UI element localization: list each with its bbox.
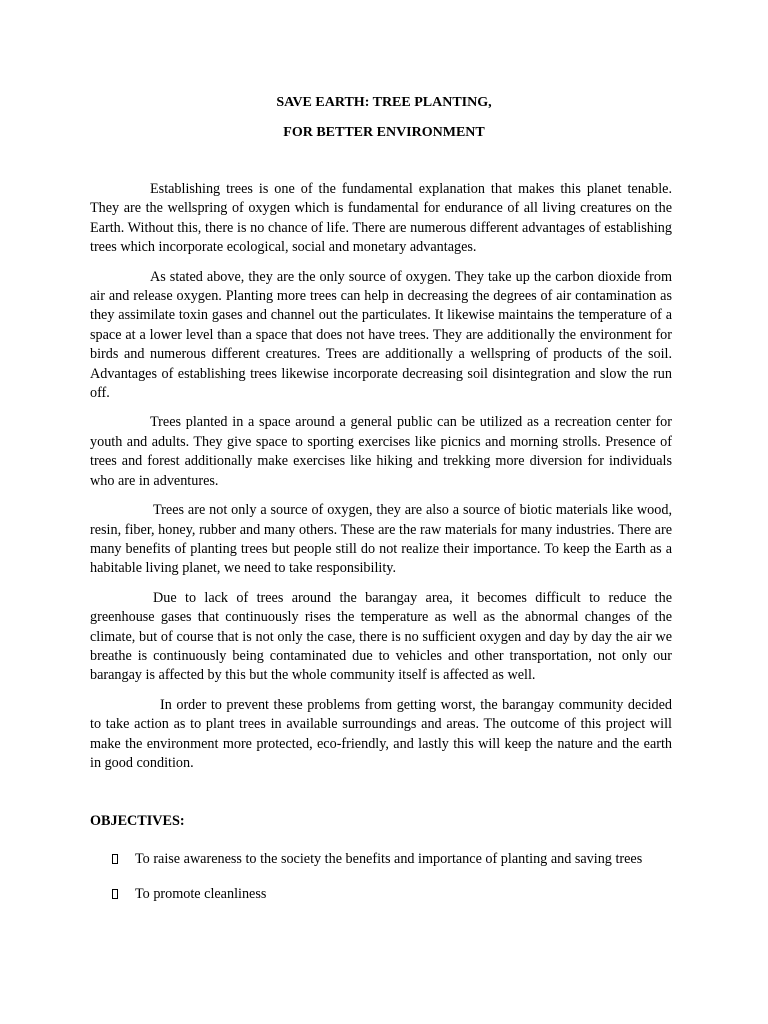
missing-glyph-box-icon <box>112 889 118 899</box>
objectives-list <box>112 849 642 919</box>
objective-text: To promote cleanliness <box>135 886 267 902</box>
paragraph-1: Establishing trees is one of the fundamental explanation that makes this planet tenable. They are the wellspring of oxygen which is fundamental for endurance of all living creatures on the Earth. Without this, there is no chance of life. There are numerous different advantages of establishing trees which incorporate ecological, social and monetary advantages. <box>90 181 672 256</box>
paragraph-5: Due to lack of trees around the barangay area, it becomes difficult to reduce the greenhouse gases that continuously rises the temperature as well as the abnormal changes of the climate, but of course that is not only the case, there is no sufficient oxygen and day by day the air we breathe is continuously being contaminated due to vehicles and other transportation, not only our barangay is affected by this but the whole community itself is affected as well. <box>90 589 672 684</box>
objective-item <box>112 849 642 869</box>
objective-item <box>112 884 642 904</box>
title-line-1: SAVE EARTH: TREE PLANTING, <box>276 95 492 110</box>
paragraph-4: Trees are not only a source of oxygen, they are also a source of biotic materials like wood, resin, fiber, honey, rubber and many others. These are the raw materials for many industries. There are many benefits of planting trees but people still do not realize their importance. To keep the Earth as a habitable living planet, we need to take responsibility. <box>90 502 672 577</box>
paragraph-3: Trees planted in a space around a general public can be utilized as a recreation center for youth and adults. They give space to sporting exercises like picnics and morning strolls. Presence of trees and forest additionally make exercises like hiking and trekking more diversion for individuals who are in adventures. <box>90 414 672 489</box>
document-body <box>90 180 672 783</box>
paragraph-2: As stated above, they are the only source of oxygen. They take up the carbon dioxide from air and release oxygen. Planting more trees can help in decreasing the degrees of air contamination as they assimilate toxin gases and channel out the particulates. It likewise maintains the temperature of a space at a lower level than a space that does not have trees. They are additionally the environment for birds and numerous different creatures. Trees are additionally a wellspring of products of the soil. Advantages of establishing trees likewise incorporate decreasing soil disintegration and slow the run off. <box>90 268 672 402</box>
missing-glyph-box-icon <box>112 854 118 864</box>
document-title <box>0 93 768 143</box>
title-line-2: FOR BETTER ENVIRONMENT <box>283 125 485 140</box>
objective-text: To raise awareness to the society the benefits and importance of planting and saving trees <box>135 851 643 867</box>
objectives-heading: OBJECTIVES: <box>90 813 185 829</box>
paragraph-6: In order to prevent these problems from getting worst, the barangay community decided to take action as to plant trees in available surroundings and areas. The outcome of this project will make the environment more protected, eco-friendly, and lastly this will keep the nature and the earth in good condition. <box>90 696 672 771</box>
